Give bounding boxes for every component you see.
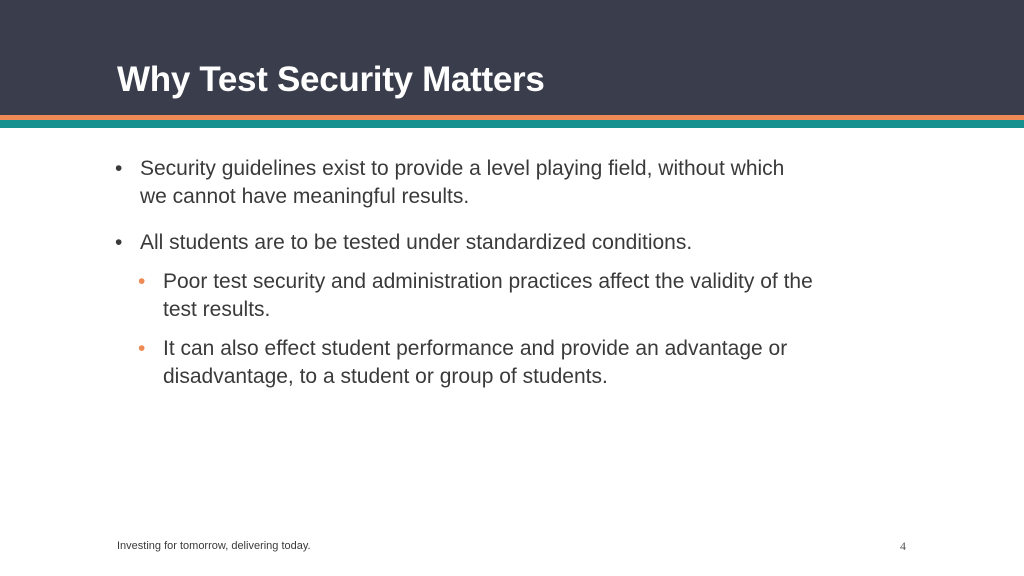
bullet-list	[115, 155, 815, 391]
bullet-marker: •	[115, 157, 123, 180]
sub-bullet-marker: •	[138, 337, 146, 360]
bullet-item	[115, 155, 815, 211]
bullet-text: Security guidelines exist to provide a level playing field, without which we cannot have meaningful results.	[140, 157, 785, 208]
slide-title: Why Test Security Matters	[117, 60, 545, 99]
bullet-text: All students are to be tested under standardized conditions.	[140, 231, 693, 254]
sub-bullet-text: It can also effect student performance and provide an advantage or disadvantage, to a student or group of students.	[163, 337, 788, 388]
bullet-marker: •	[115, 231, 123, 254]
bullet-item	[115, 229, 815, 257]
sub-bullet-marker: •	[138, 270, 146, 293]
sub-bullet-item	[138, 268, 815, 324]
sub-bullet-item	[138, 335, 815, 391]
teal-accent-stripe	[0, 120, 1024, 128]
page-number: 4	[900, 539, 906, 553]
footer-tagline: Investing for tomorrow, delivering today.	[117, 540, 311, 552]
sub-bullet-text: Poor test security and administration practices affect the validity of the test results.	[163, 270, 813, 321]
